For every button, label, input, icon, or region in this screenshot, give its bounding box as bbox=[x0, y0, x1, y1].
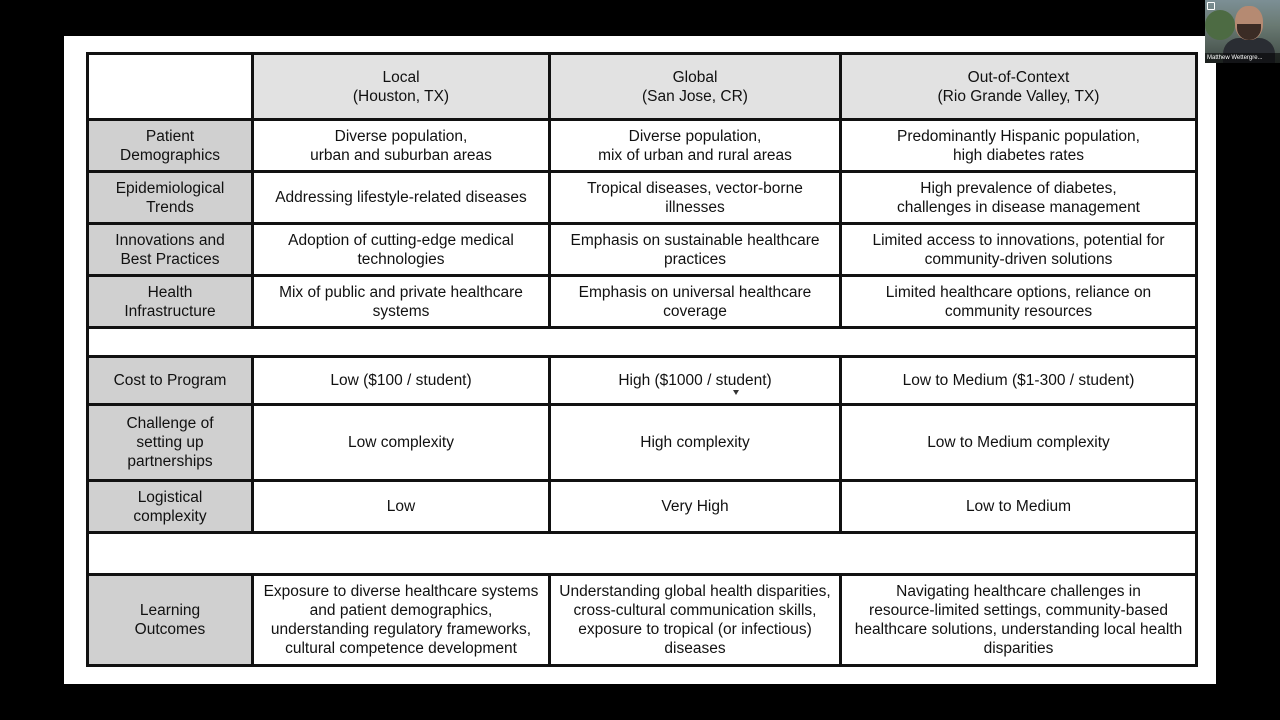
table-row bbox=[88, 276, 1197, 328]
table-row bbox=[88, 224, 1197, 276]
row-header-patient-demographics: Patient Demographics bbox=[88, 120, 253, 172]
participant-name: Matthew Wettergre... bbox=[1205, 53, 1280, 63]
table-row bbox=[88, 357, 1197, 405]
table-header-row bbox=[88, 54, 1197, 120]
spacer-row bbox=[88, 533, 1197, 575]
table-cell: Mix of public and private healthcare systems bbox=[253, 276, 550, 328]
table-cell: Low to Medium bbox=[841, 481, 1197, 533]
spacer-cell bbox=[88, 328, 1197, 357]
column-header-out-of-context: Out-of-Context (Rio Grande Valley, TX) bbox=[841, 54, 1197, 120]
table-cell: Limited access to innovations, potential for community-driven solutions bbox=[841, 224, 1197, 276]
table-cell: Very High bbox=[550, 481, 841, 533]
table-row bbox=[88, 120, 1197, 172]
table-cell: High ($1000 / student) bbox=[550, 357, 841, 405]
mouse-cursor-icon bbox=[733, 390, 739, 395]
table-cell: Adoption of cutting-edge medical technologies bbox=[253, 224, 550, 276]
table-cell: Limited healthcare options, reliance on community resources bbox=[841, 276, 1197, 328]
table-cell: Emphasis on sustainable healthcare practices bbox=[550, 224, 841, 276]
comparison-table bbox=[86, 52, 1198, 667]
column-header-global: Global (San Jose, CR) bbox=[550, 54, 841, 120]
table-row bbox=[88, 481, 1197, 533]
row-header-health-infrastructure: Health Infrastructure bbox=[88, 276, 253, 328]
row-header-logistical-complexity: Logistical complexity bbox=[88, 481, 253, 533]
table-corner-cell bbox=[88, 54, 253, 120]
background-tree bbox=[1205, 10, 1235, 40]
row-header-challenge-partnerships: Challenge of setting up partnerships bbox=[88, 405, 253, 481]
column-header-local: Local (Houston, TX) bbox=[253, 54, 550, 120]
table-cell: Low to Medium ($1-300 / student) bbox=[841, 357, 1197, 405]
table-cell: High prevalence of diabetes, challenges in disease management bbox=[841, 172, 1197, 224]
microphone-icon bbox=[1207, 2, 1215, 10]
row-header-epidemiological-trends: Epidemiological Trends bbox=[88, 172, 253, 224]
table-cell: Low to Medium complexity bbox=[841, 405, 1197, 481]
table-cell: Low ($100 / student) bbox=[253, 357, 550, 405]
table-cell: Predominantly Hispanic population, high diabetes rates bbox=[841, 120, 1197, 172]
table-cell: Exposure to diverse healthcare systems and patient demographics, understanding regulatory frameworks, cultural competence development bbox=[253, 575, 550, 666]
table-cell: Navigating healthcare challenges in resource-limited settings, community-based healthcare solutions, understanding local health disparities bbox=[841, 575, 1197, 666]
table-row bbox=[88, 575, 1197, 666]
table-cell: Diverse population, urban and suburban areas bbox=[253, 120, 550, 172]
table-row bbox=[88, 172, 1197, 224]
presentation-slide bbox=[64, 36, 1216, 684]
table-cell: Low complexity bbox=[253, 405, 550, 481]
table-cell: Understanding global health disparities, cross-cultural communication skills, exposure to tropical (or infectious) diseases bbox=[550, 575, 841, 666]
row-header-learning-outcomes: Learning Outcomes bbox=[88, 575, 253, 666]
row-header-innovations: Innovations and Best Practices bbox=[88, 224, 253, 276]
table-cell: Emphasis on universal healthcare coverage bbox=[550, 276, 841, 328]
table-cell: Low bbox=[253, 481, 550, 533]
table-cell: High complexity bbox=[550, 405, 841, 481]
table-cell: Tropical diseases, vector-borne illnesses bbox=[550, 172, 841, 224]
row-header-cost-to-program: Cost to Program bbox=[88, 357, 253, 405]
spacer-row bbox=[88, 328, 1197, 357]
webcam-thumbnail[interactable] bbox=[1205, 0, 1280, 63]
table-cell: Addressing lifestyle-related diseases bbox=[253, 172, 550, 224]
spacer-cell bbox=[88, 533, 1197, 575]
table-row bbox=[88, 405, 1197, 481]
table-cell: Diverse population, mix of urban and rural areas bbox=[550, 120, 841, 172]
